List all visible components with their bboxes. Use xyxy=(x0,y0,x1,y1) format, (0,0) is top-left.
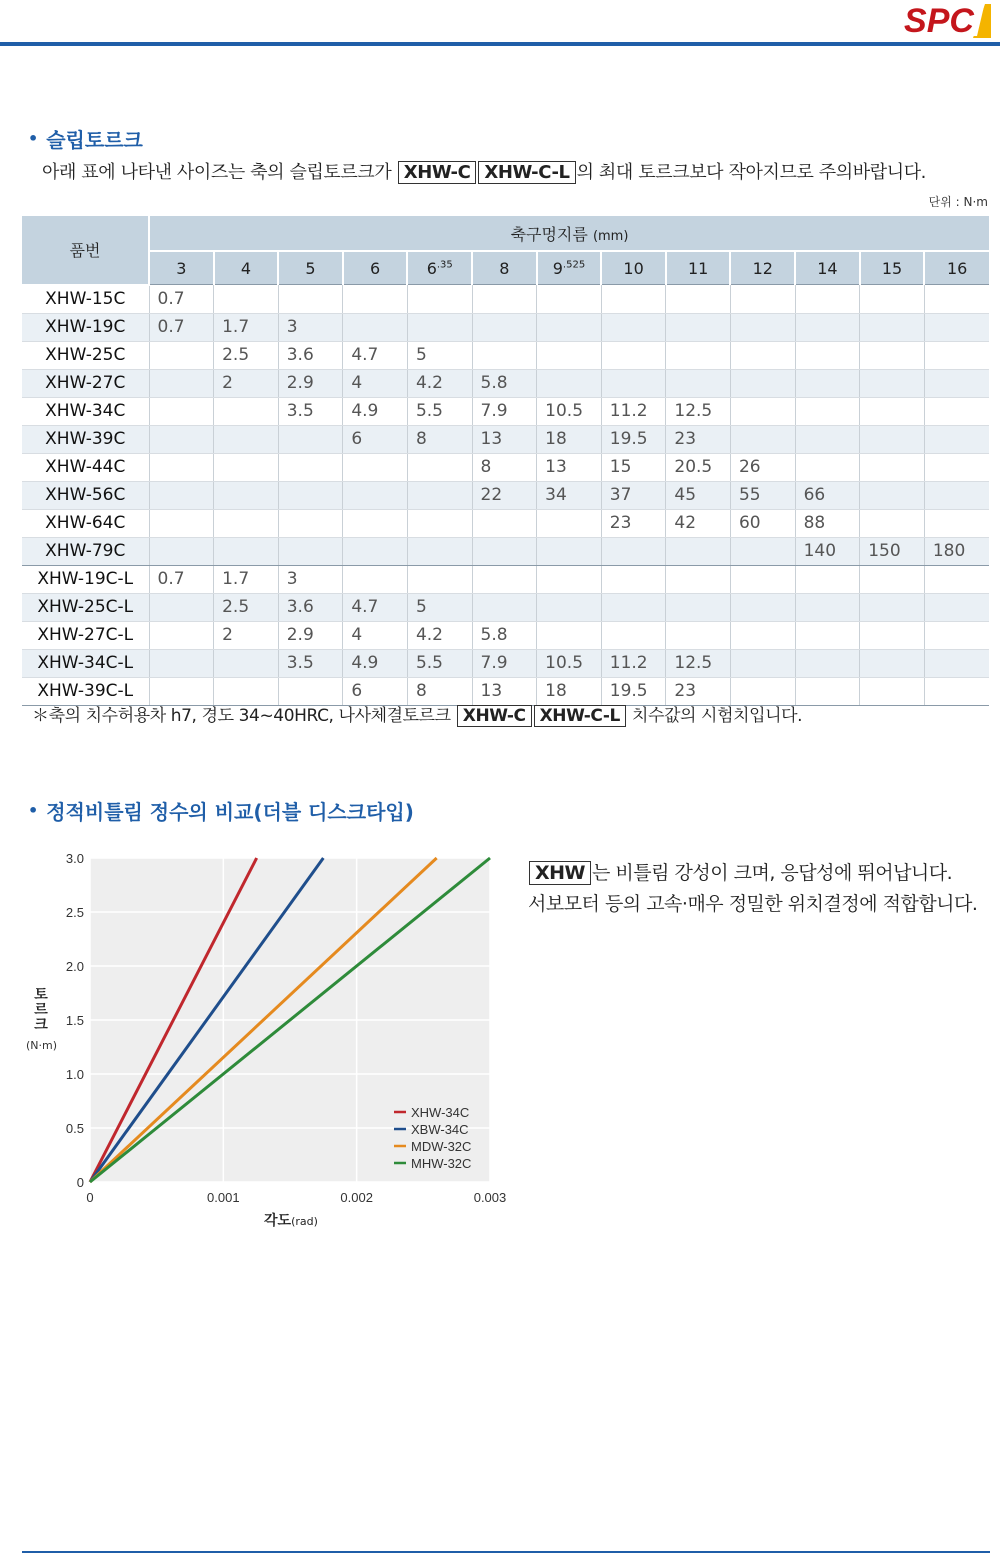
torque-value-cell: 3.6 xyxy=(278,593,343,621)
torque-value-cell xyxy=(601,593,666,621)
part-number-cell: XHW-34C xyxy=(22,397,149,425)
torque-value-cell xyxy=(860,649,925,677)
torque-value-cell xyxy=(537,537,602,565)
bore-column-header: 5 xyxy=(278,251,343,285)
torque-value-cell xyxy=(407,565,472,593)
torque-value-cell xyxy=(343,509,408,537)
y-tick-label: 1.0 xyxy=(65,1067,84,1082)
torque-value-cell xyxy=(924,285,989,314)
torque-value-cell: 13 xyxy=(472,677,537,705)
table-row xyxy=(22,537,989,565)
bore-column-header: 12 xyxy=(730,251,795,285)
torque-value-cell xyxy=(924,621,989,649)
torque-value-cell xyxy=(924,509,989,537)
torque-value-cell: 2.9 xyxy=(278,369,343,397)
torque-value-cell xyxy=(730,593,795,621)
torque-value-cell: 26 xyxy=(730,453,795,481)
part-number-cell: XHW-39C-L xyxy=(22,677,149,705)
legend-label: MDW-32C xyxy=(411,1139,472,1154)
torque-value-cell: 3 xyxy=(278,565,343,593)
torque-value-cell xyxy=(537,621,602,649)
torque-value-cell xyxy=(278,509,343,537)
torque-value-cell: 5 xyxy=(407,593,472,621)
torque-value-cell: 4.2 xyxy=(407,621,472,649)
torque-value-cell: 88 xyxy=(795,509,860,537)
torque-value-cell xyxy=(601,341,666,369)
torque-value-cell: 5 xyxy=(407,341,472,369)
header-rule xyxy=(0,42,1000,46)
torque-value-cell: 7.9 xyxy=(472,397,537,425)
torque-value-cell xyxy=(601,369,666,397)
x-tick-label: 0 xyxy=(86,1190,94,1205)
slip-torque-title: • 슬립토르크 xyxy=(28,128,143,152)
torque-value-cell xyxy=(537,593,602,621)
torque-value-cell xyxy=(795,313,860,341)
note-xhw-c-l-tag: XHW-C-L xyxy=(534,705,626,727)
torque-value-cell: 2.5 xyxy=(214,593,279,621)
torque-value-cell: 180 xyxy=(924,537,989,565)
bore-column-header: 8 xyxy=(472,251,537,285)
torque-value-cell: 42 xyxy=(666,509,731,537)
spc-logo xyxy=(893,0,993,40)
x-tick-label: 0.001 xyxy=(207,1190,240,1205)
torque-value-cell: 10.5 xyxy=(537,397,602,425)
torque-value-cell: 1.7 xyxy=(214,565,279,593)
part-number-cell: XHW-39C xyxy=(22,425,149,453)
torque-value-cell xyxy=(343,313,408,341)
torque-value-cell xyxy=(860,481,925,509)
torque-value-cell xyxy=(278,481,343,509)
comparison-description: XHW 는 비틀림 강성이 크며, 응답성에 뛰어납니다. 서보모터 등의 고속·매우 정밀한 위치결정에 적합합니다. xyxy=(528,862,978,915)
torque-value-cell xyxy=(795,593,860,621)
part-number-cell: XHW-34C-L xyxy=(22,649,149,677)
torque-value-cell: 5.5 xyxy=(407,397,472,425)
table-row xyxy=(22,565,989,593)
torque-value-cell xyxy=(537,509,602,537)
torque-value-cell xyxy=(924,481,989,509)
torque-value-cell xyxy=(343,285,408,314)
torque-value-cell xyxy=(730,621,795,649)
torque-value-cell xyxy=(860,313,925,341)
torque-value-cell: 0.7 xyxy=(149,313,214,341)
comparison-title: • 정적비틀림 정수의 비교(더블 디스크타입) xyxy=(28,800,414,824)
table-row xyxy=(22,509,989,537)
torque-value-cell xyxy=(860,509,925,537)
torque-value-cell xyxy=(601,565,666,593)
note-xhw-c-tag: XHW-C xyxy=(457,705,532,727)
torque-value-cell xyxy=(343,537,408,565)
torque-value-cell xyxy=(214,397,279,425)
torque-value-cell xyxy=(601,537,666,565)
torque-value-cell xyxy=(407,313,472,341)
torque-value-cell xyxy=(214,537,279,565)
bore-column-header: 3 xyxy=(149,251,214,285)
torque-value-cell xyxy=(860,397,925,425)
torque-value-cell xyxy=(149,369,214,397)
torque-value-cell xyxy=(666,537,731,565)
table-row xyxy=(22,453,989,481)
bullet-icon: • xyxy=(28,801,39,820)
torque-value-cell: 4.2 xyxy=(407,369,472,397)
torque-value-cell xyxy=(730,285,795,314)
torque-value-cell xyxy=(924,649,989,677)
table-row xyxy=(22,285,989,314)
legend-label: MHW-32C xyxy=(411,1156,472,1171)
part-number-cell: XHW-79C xyxy=(22,537,149,565)
torque-value-cell xyxy=(860,369,925,397)
torque-value-cell xyxy=(666,341,731,369)
torque-value-cell xyxy=(860,677,925,705)
part-number-cell: XHW-64C xyxy=(22,509,149,537)
torque-value-cell xyxy=(214,509,279,537)
torque-value-cell xyxy=(924,369,989,397)
torque-value-cell xyxy=(472,593,537,621)
torque-value-cell xyxy=(795,285,860,314)
torque-value-cell xyxy=(730,341,795,369)
torque-value-cell xyxy=(795,425,860,453)
torque-value-cell xyxy=(666,369,731,397)
torque-value-cell xyxy=(666,285,731,314)
part-number-cell: XHW-27C-L xyxy=(22,621,149,649)
torque-value-cell: 2.9 xyxy=(278,621,343,649)
torque-value-cell: 2 xyxy=(214,369,279,397)
part-number-cell: XHW-19C xyxy=(22,313,149,341)
torque-value-cell: 23 xyxy=(666,425,731,453)
bore-column-header: 15 xyxy=(860,251,925,285)
torque-value-cell xyxy=(601,313,666,341)
bore-column-header: 16 xyxy=(924,251,989,285)
slip-torque-description: 아래 표에 나타낸 사이즈는 축의 슬립토르크가 XHW-C XHW-C-L 의 최대 토르크보다 작아지므로 주의바랍니다. xyxy=(42,162,927,183)
torque-value-cell xyxy=(149,509,214,537)
xhw-c-tag: XHW-C xyxy=(398,161,477,184)
torque-value-cell xyxy=(537,285,602,314)
torque-value-cell: 15 xyxy=(601,453,666,481)
torque-value-cell: 23 xyxy=(601,509,666,537)
torque-value-cell: 4.9 xyxy=(343,397,408,425)
torque-value-cell: 8 xyxy=(472,453,537,481)
footer-rule xyxy=(22,1551,990,1553)
torque-value-cell: 4.7 xyxy=(343,341,408,369)
torque-value-cell xyxy=(795,369,860,397)
torque-value-cell xyxy=(407,481,472,509)
torque-value-cell: 11.2 xyxy=(601,397,666,425)
torque-value-cell: 8 xyxy=(407,425,472,453)
torque-value-cell xyxy=(343,481,408,509)
torque-value-cell: 13 xyxy=(537,453,602,481)
torque-value-cell: 55 xyxy=(730,481,795,509)
torque-value-cell xyxy=(214,481,279,509)
bore-column-header: 6 xyxy=(343,251,408,285)
part-number-cell: XHW-27C xyxy=(22,369,149,397)
x-axis-label: 각도(rad) xyxy=(264,1213,318,1229)
torque-value-cell xyxy=(730,425,795,453)
y-tick-label: 2.5 xyxy=(65,905,84,920)
part-number-cell: XHW-56C xyxy=(22,481,149,509)
torque-value-cell xyxy=(860,453,925,481)
torque-value-cell xyxy=(214,453,279,481)
torque-value-cell xyxy=(860,565,925,593)
torque-value-cell: 0.7 xyxy=(149,565,214,593)
torque-value-cell xyxy=(860,593,925,621)
bore-column-header: 4 xyxy=(214,251,279,285)
torque-value-cell: 23 xyxy=(666,677,731,705)
torque-value-cell xyxy=(860,341,925,369)
torque-value-cell: 3 xyxy=(278,313,343,341)
table-row xyxy=(22,649,989,677)
torque-value-cell xyxy=(343,565,408,593)
torque-value-cell: 60 xyxy=(730,509,795,537)
torque-value-cell xyxy=(472,341,537,369)
torque-value-cell: 7.9 xyxy=(472,649,537,677)
part-number-header: 품번 xyxy=(22,216,149,285)
torque-value-cell: 2.5 xyxy=(214,341,279,369)
torque-value-cell xyxy=(407,453,472,481)
torque-value-cell xyxy=(278,425,343,453)
y-tick-label: 1.5 xyxy=(65,1013,84,1028)
torque-value-cell: 18 xyxy=(537,425,602,453)
torque-value-cell xyxy=(472,313,537,341)
table-row xyxy=(22,621,989,649)
torque-value-cell: 8 xyxy=(407,677,472,705)
torque-value-cell: 150 xyxy=(860,537,925,565)
table-row xyxy=(22,425,989,453)
torque-value-cell: 12.5 xyxy=(666,649,731,677)
torque-value-cell: 20.5 xyxy=(666,453,731,481)
torque-value-cell xyxy=(407,537,472,565)
torque-value-cell xyxy=(537,565,602,593)
torque-value-cell xyxy=(730,565,795,593)
torque-value-cell: 5.8 xyxy=(472,369,537,397)
table-row xyxy=(22,593,989,621)
torque-value-cell: 4.9 xyxy=(343,649,408,677)
legend-label: XHW-34C xyxy=(411,1105,470,1120)
part-number-cell: XHW-15C xyxy=(22,285,149,314)
bore-diameter-header: 축구멍지름 (mm) xyxy=(149,216,989,251)
torsion-chart xyxy=(20,845,520,1225)
torque-value-cell xyxy=(149,481,214,509)
torque-value-cell xyxy=(924,425,989,453)
torque-value-cell xyxy=(666,313,731,341)
torque-value-cell: 66 xyxy=(795,481,860,509)
torque-value-cell xyxy=(601,621,666,649)
table-row xyxy=(22,397,989,425)
y-tick-label: 0.5 xyxy=(65,1121,84,1136)
torque-value-cell: 22 xyxy=(472,481,537,509)
torque-value-cell xyxy=(860,425,925,453)
torque-value-cell xyxy=(795,649,860,677)
torque-value-cell: 4 xyxy=(343,369,408,397)
torque-value-cell xyxy=(730,537,795,565)
bore-column-header: $6^{.35}$ xyxy=(407,251,472,285)
torque-value-cell xyxy=(730,313,795,341)
torque-value-cell xyxy=(472,565,537,593)
table-row xyxy=(22,481,989,509)
torque-value-cell: 19.5 xyxy=(601,425,666,453)
torque-value-cell: 5.8 xyxy=(472,621,537,649)
torque-value-cell xyxy=(149,453,214,481)
xhw-c-l-tag: XHW-C-L xyxy=(478,161,575,184)
torque-value-cell xyxy=(278,285,343,314)
bore-column-header: 10 xyxy=(601,251,666,285)
torque-value-cell xyxy=(924,677,989,705)
torque-value-cell xyxy=(472,509,537,537)
legend-label: XBW-34C xyxy=(411,1122,469,1137)
torque-value-cell xyxy=(472,285,537,314)
torque-value-cell xyxy=(795,677,860,705)
torque-value-cell xyxy=(278,537,343,565)
torque-value-cell: 18 xyxy=(537,677,602,705)
slip-torque-table xyxy=(22,216,989,706)
torque-value-cell: 45 xyxy=(666,481,731,509)
bore-column-header: 14 xyxy=(795,251,860,285)
torque-value-cell xyxy=(537,341,602,369)
unit-label: 단위 : N·m xyxy=(928,195,988,209)
torque-value-cell: 11.2 xyxy=(601,649,666,677)
table-row xyxy=(22,341,989,369)
torque-value-cell: 4.7 xyxy=(343,593,408,621)
torque-value-cell: 3.6 xyxy=(278,341,343,369)
x-tick-label: 0.002 xyxy=(340,1190,373,1205)
torque-value-cell xyxy=(730,649,795,677)
torque-value-cell xyxy=(924,313,989,341)
y-axis-label: 토르크 xyxy=(34,987,48,1033)
torque-value-cell xyxy=(149,537,214,565)
logo-text: SPC xyxy=(904,2,974,40)
torque-value-cell xyxy=(924,397,989,425)
y-tick-label: 0 xyxy=(76,1175,84,1190)
bore-column-header: $9^{.525}$ xyxy=(537,251,602,285)
torque-value-cell xyxy=(795,621,860,649)
torque-value-cell xyxy=(407,509,472,537)
table-row xyxy=(22,369,989,397)
x-tick-label: 0.003 xyxy=(473,1190,507,1205)
torque-value-cell: 4 xyxy=(343,621,408,649)
torque-value-cell: 3.5 xyxy=(278,397,343,425)
torque-value-cell: 0.7 xyxy=(149,285,214,314)
xhw-tag: XHW xyxy=(529,861,591,885)
part-number-cell: XHW-19C-L xyxy=(22,565,149,593)
torque-value-cell xyxy=(472,537,537,565)
torque-value-cell xyxy=(214,425,279,453)
torque-value-cell xyxy=(214,649,279,677)
torque-value-cell: 10.5 xyxy=(537,649,602,677)
torque-value-cell xyxy=(149,397,214,425)
torque-value-cell xyxy=(537,313,602,341)
bore-column-header: 11 xyxy=(666,251,731,285)
part-number-cell: XHW-25C xyxy=(22,341,149,369)
torque-value-cell xyxy=(860,621,925,649)
torque-value-cell: 1.7 xyxy=(214,313,279,341)
torque-value-cell xyxy=(278,453,343,481)
torque-value-cell xyxy=(343,453,408,481)
part-number-cell: XHW-25C-L xyxy=(22,593,149,621)
torque-value-cell xyxy=(924,453,989,481)
torque-value-cell xyxy=(924,341,989,369)
torque-value-cell xyxy=(924,565,989,593)
torque-value-cell xyxy=(860,285,925,314)
torque-value-cell: 5.5 xyxy=(407,649,472,677)
torque-value-cell xyxy=(149,649,214,677)
table-footnote: ＊축의 치수허용차 h7, 경도 34~40HRC, 나사체결토르크 XHW-C XHW-C-L 치수값의 시험치입니다. xyxy=(32,706,803,726)
torque-value-cell xyxy=(795,397,860,425)
torque-value-cell xyxy=(666,621,731,649)
torque-value-cell xyxy=(214,285,279,314)
torque-value-cell: 6 xyxy=(343,425,408,453)
torque-value-cell xyxy=(730,397,795,425)
torque-value-cell: 2 xyxy=(214,621,279,649)
y-tick-label: 3.0 xyxy=(65,851,84,866)
torque-value-cell: 6 xyxy=(343,677,408,705)
y-tick-label: 2.0 xyxy=(65,959,84,974)
part-number-cell: XHW-44C xyxy=(22,453,149,481)
torque-value-cell xyxy=(149,341,214,369)
torque-value-cell xyxy=(537,369,602,397)
torque-value-cell: 34 xyxy=(537,481,602,509)
torque-value-cell xyxy=(666,565,731,593)
torque-value-cell: 19.5 xyxy=(601,677,666,705)
torque-value-cell: 37 xyxy=(601,481,666,509)
y-axis-unit: (N·m) xyxy=(26,1039,58,1052)
torque-value-cell xyxy=(924,593,989,621)
torque-value-cell xyxy=(149,593,214,621)
torque-value-cell xyxy=(149,621,214,649)
torque-value-cell xyxy=(730,369,795,397)
torque-value-cell: 3.5 xyxy=(278,649,343,677)
torque-value-cell xyxy=(795,341,860,369)
torque-value-cell xyxy=(601,285,666,314)
torque-value-cell: 140 xyxy=(795,537,860,565)
torque-value-cell xyxy=(407,285,472,314)
torque-value-cell xyxy=(149,425,214,453)
torque-value-cell: 12.5 xyxy=(666,397,731,425)
torque-value-cell: 13 xyxy=(472,425,537,453)
bullet-icon: • xyxy=(28,129,39,148)
table-row xyxy=(22,313,989,341)
torque-value-cell xyxy=(795,565,860,593)
torque-value-cell xyxy=(795,453,860,481)
torque-value-cell xyxy=(666,593,731,621)
